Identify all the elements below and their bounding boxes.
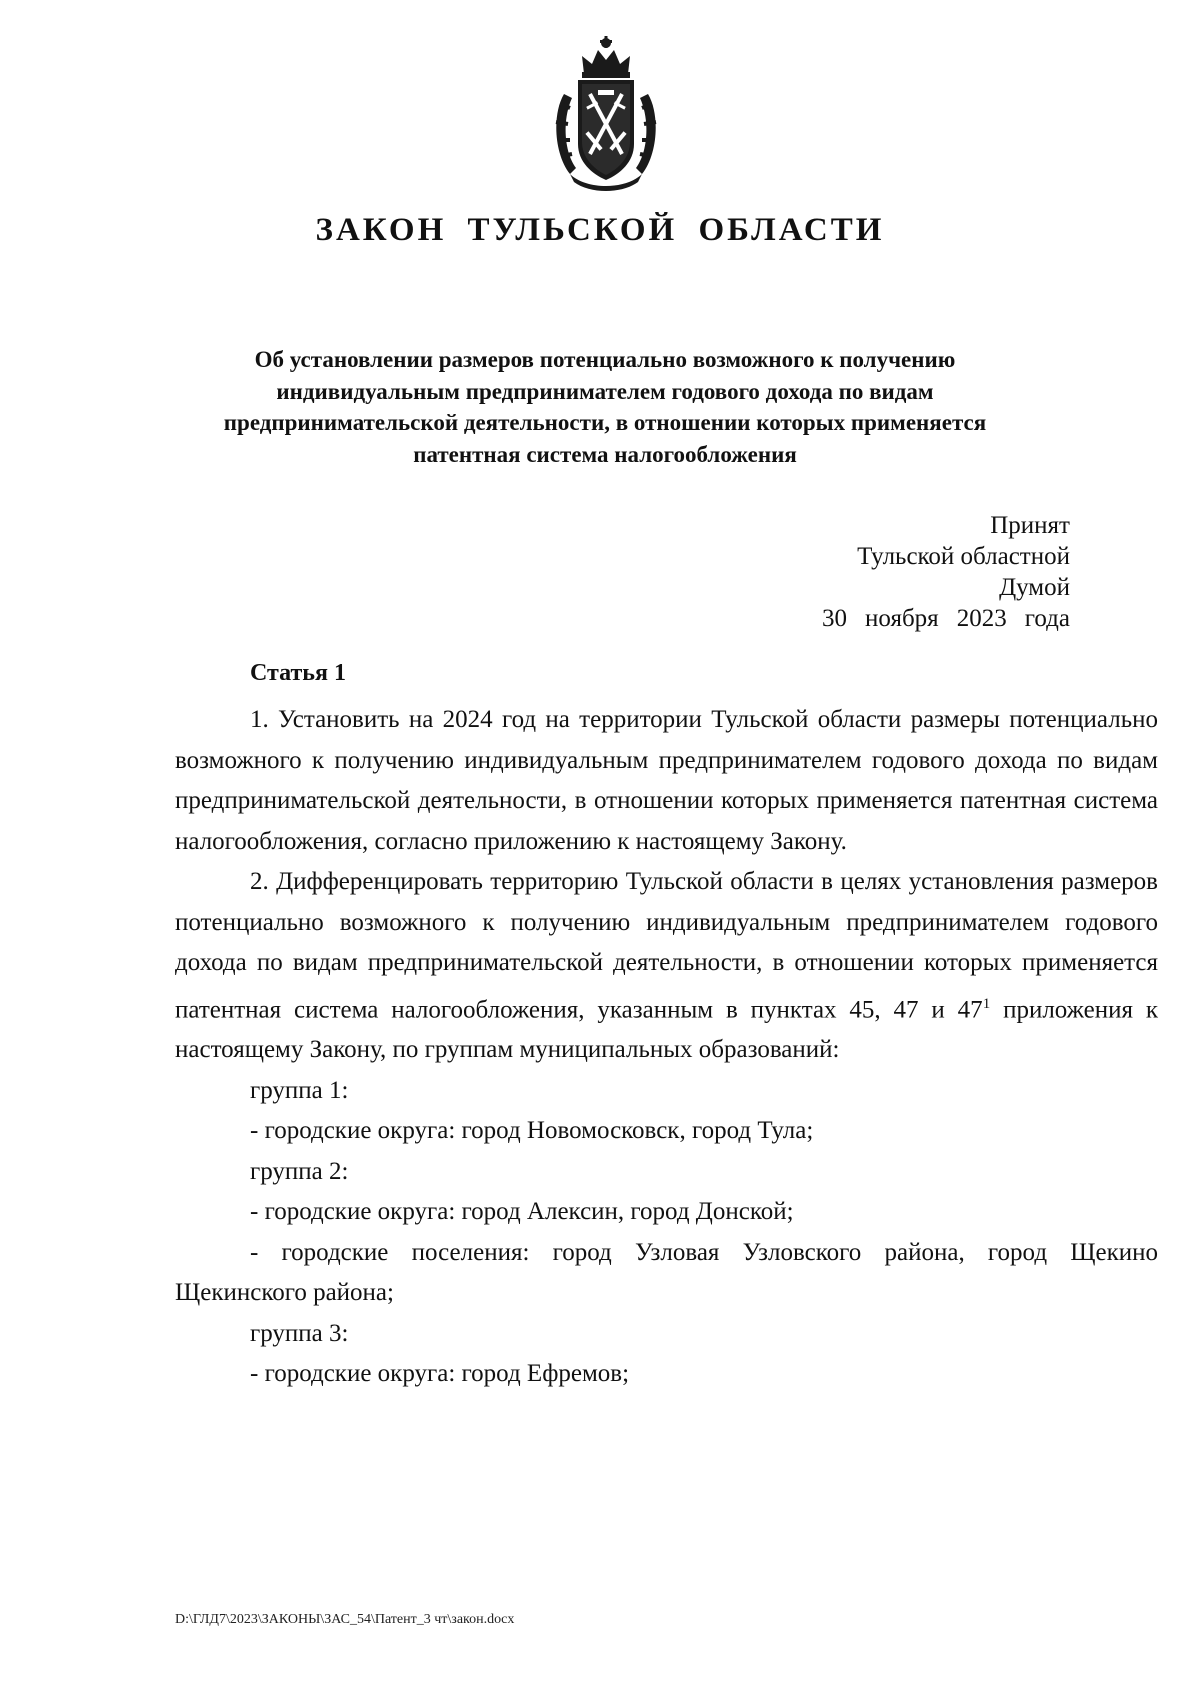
adopted-day: 30 (822, 605, 847, 632)
adopted-month: ноября (865, 605, 939, 632)
paragraph-1: 1. Установить на 2024 год на территории Тульской области размеры потенциально возможного к получению индивидуальным предпринимателем годового дохода по видам предпринимательской деятельности, в отношении которых применяется патентная система налогообложения, согласно приложению к настоящему Закону. (175, 706, 1158, 855)
adopted-year: 2023 (956, 605, 1007, 632)
group-2-item: - городские поселения: город Узловая Узловского района, город Щекино Щекинского района; (175, 1238, 1158, 1307)
adopted-year-word: года (1024, 605, 1070, 632)
paragraph-2 (175, 862, 1158, 1071)
group-2-heading: группа 2: (250, 1157, 349, 1185)
adopted-label: Принят (990, 512, 1070, 539)
article-body (175, 700, 1158, 1395)
paragraph-2-superscript: 1 (982, 995, 991, 1012)
group-1-heading: группа 1: (250, 1076, 349, 1104)
adoption-block (790, 510, 1070, 634)
subject-line: предпринимательской деятельности, в отношении которых применяется (223, 410, 987, 435)
group-3-item: - городские округа: город Ефремов; (250, 1360, 630, 1388)
tula-oblast-coat-of-arms-icon (546, 34, 666, 194)
adopted-date (790, 603, 1070, 634)
subject-line: патентная система налогообложения (413, 441, 797, 467)
group-2-item: - городские округа: город Алексин, город Донской; (250, 1198, 794, 1226)
law-subject (170, 344, 1040, 470)
article-heading: Статья 1 (250, 660, 346, 686)
group-1-item: - городские округа: город Новомосковск, город Тула; (250, 1117, 814, 1145)
law-title: ЗАКОН ТУЛЬСКОЙ ОБЛАСТИ (315, 212, 885, 248)
subject-line: Об установлении размеров потенциально возможного к получению (254, 347, 956, 372)
paragraph-2-text: 2. Дифференцировать территорию Тульской области в целях установления размеров потенциально возможного к получению индивидуальным предпринимателем годового дохода по видам предпринимательской деятельности, в отношении которых применяется патентная система налогообложения, указанным в пунктах 45, 47 и 47 (175, 868, 1158, 1023)
subject-line: индивидуальным предпринимателем годового дохода по видам (276, 378, 934, 404)
group-3-heading: группа 3: (250, 1319, 349, 1347)
adopted-by: Тульской областной Думой (857, 543, 1070, 601)
paragraph-2-text-end: приложения к настоящему Закону, по группам муниципальных образований: (175, 995, 1158, 1064)
file-path-footer: D:\ГЛД7\2023\ЗАКОНЫ\ЗАС_54\Патент_3 чт\закон.docx (175, 1612, 515, 1627)
